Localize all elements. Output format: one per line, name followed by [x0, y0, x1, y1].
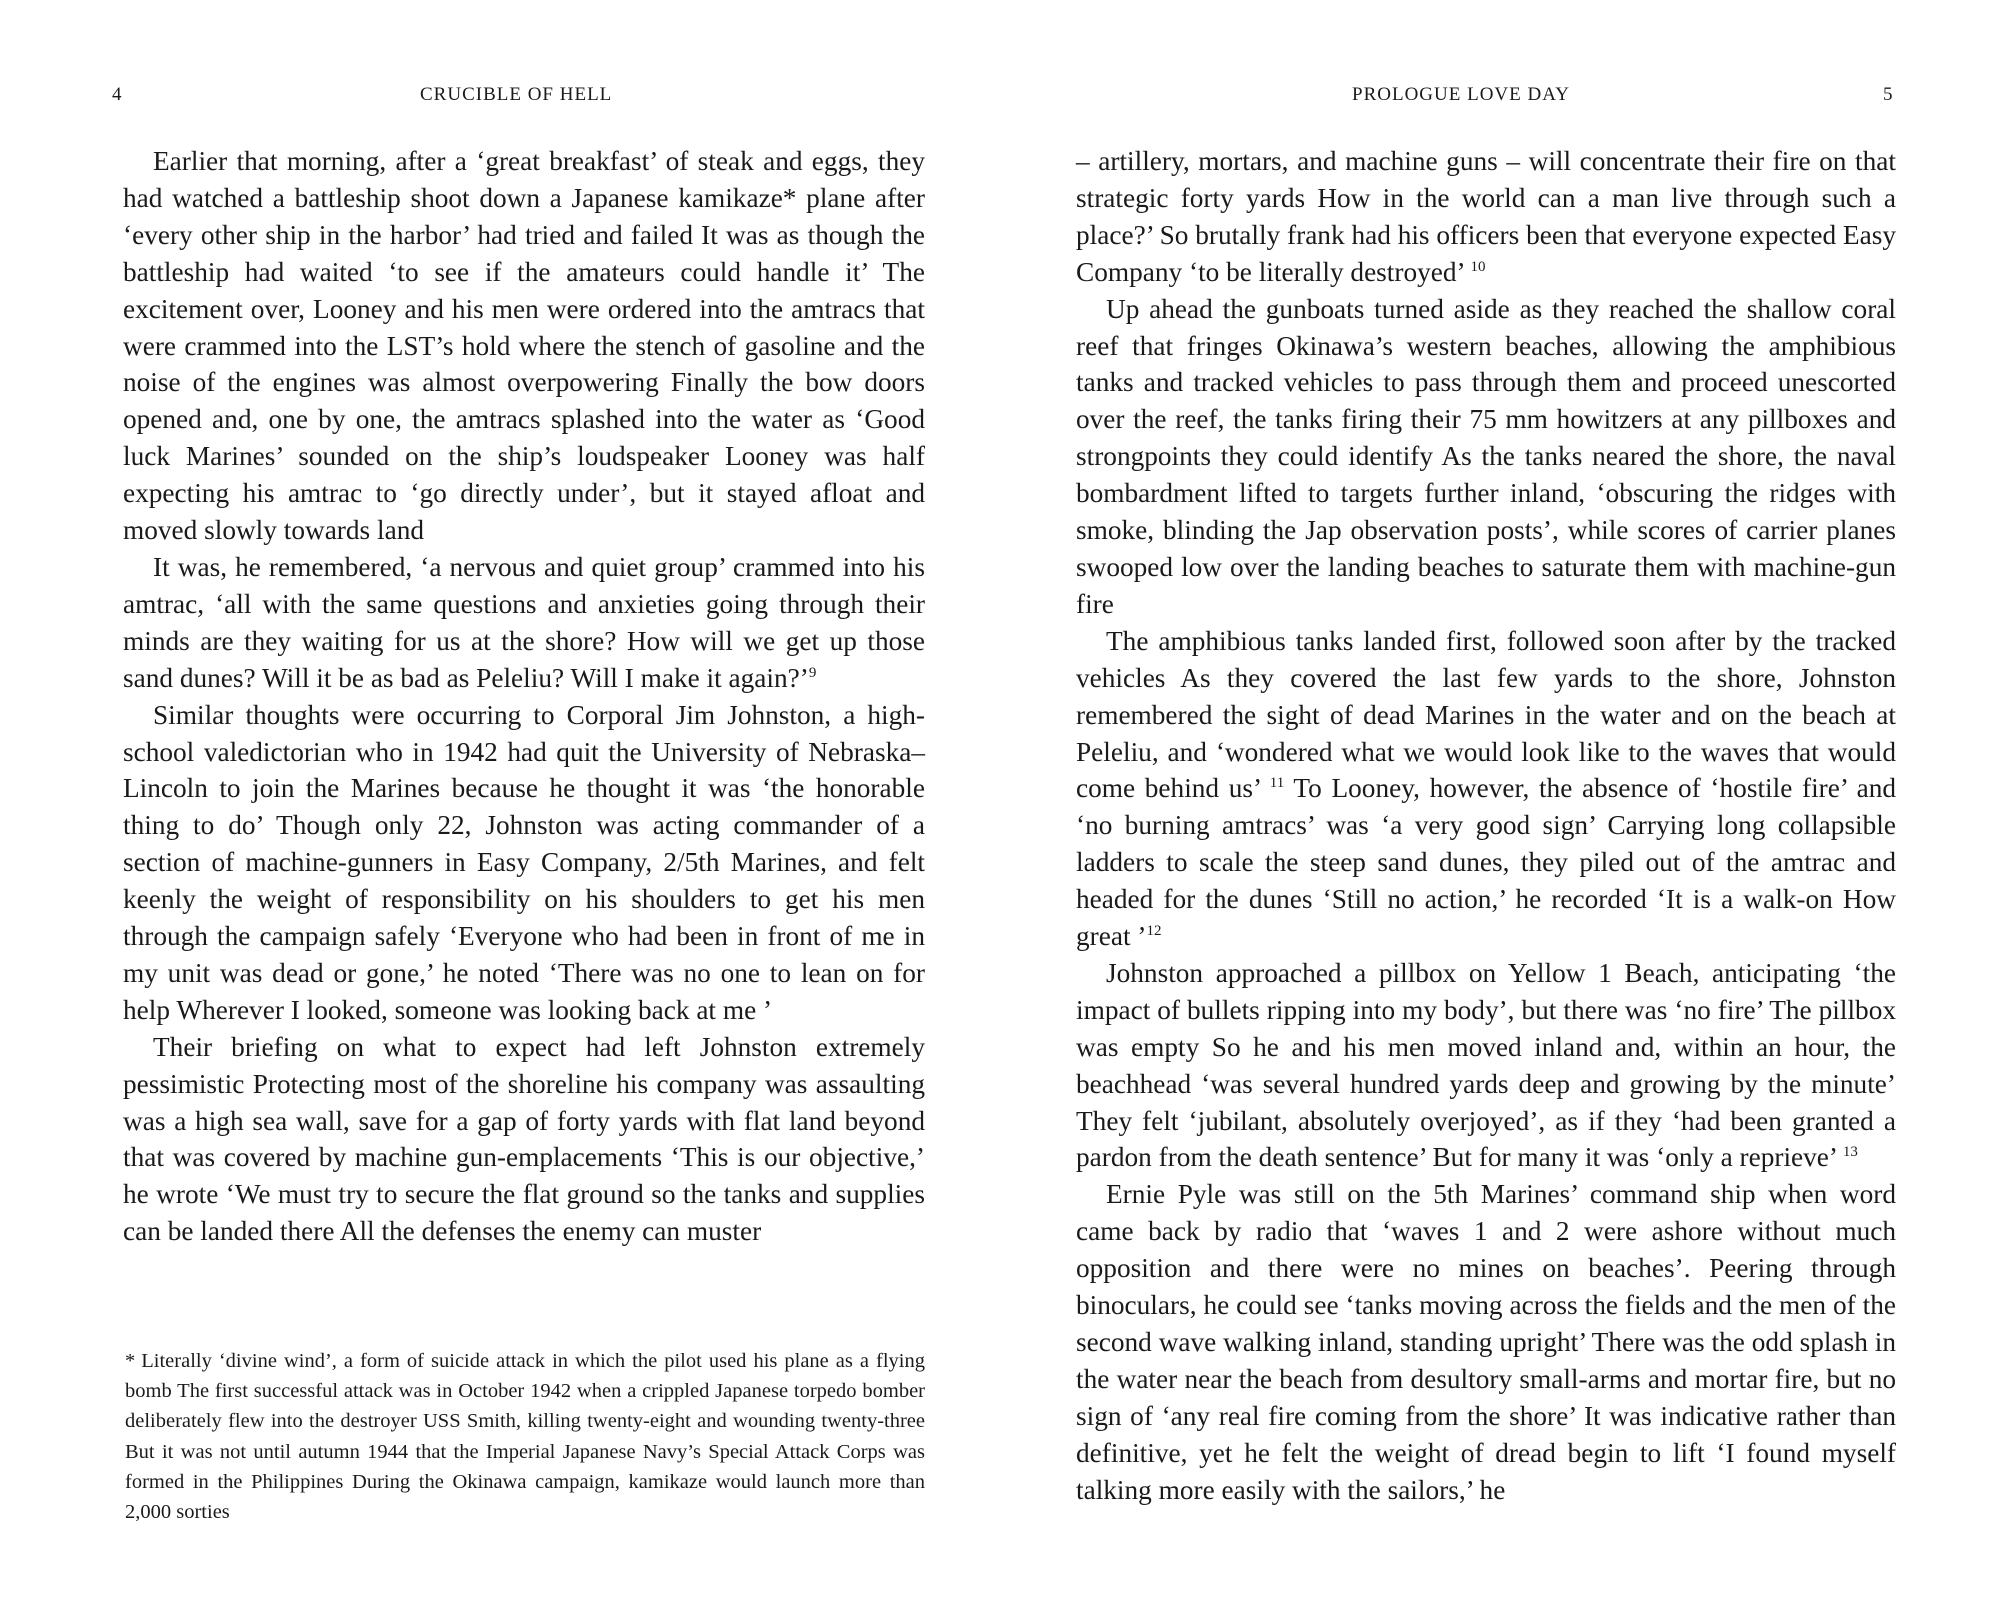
paragraph-text: To Looney, however, the absence of ‘hostile fire’ and ‘no burning amtracs’ was ‘a very good sign’ Carrying long collapsible ladders to scale the steep sand dunes, they piled out of the amtrac and headed for the dunes ‘Still no action,’ he recorded ‘It is a walk-on How great ’: [1076, 773, 1896, 952]
body-text: [1076, 143, 1896, 1509]
paragraph: [123, 549, 925, 697]
paragraph-text: The amphibious tanks landed first, followed soon after by the tracked vehicles As they covered the last few yards to the shore, Johnston remembered the sight of dead Marines in the water and on the beach at Peleliu, and ‘wondered what we would look like to the waves that would come behind us’: [1076, 625, 1896, 804]
footnote-paragraph: [125, 1346, 925, 1527]
page-number: 4: [112, 84, 122, 105]
paragraph-text: Earlier that morning, after a ‘great breakfast’ of steak and eggs, they had watched a battleship shoot down a Japanese kamikaze* plane after ‘every other ship in the harbor’ had tried and failed It was as though the battleship had waited ‘to see if the amateurs could handle it’ The excitement over, Looney and his men were ordered into the amtracs that were crammed into the LST’s hold where the stench of gasoline and the noise of the engines was almost overpowering Finally the bow doors opened and, one by one, the amtracs splashed into the water as ‘Good luck Marines’ sounded on the ship’s loudspeaker Looney was half expecting his amtrac to ‘go directly under’, but it stayed afloat and moved slowly towards land: [123, 146, 925, 546]
paragraph-text: Similar thoughts were occurring to Corporal Jim Johnston, a high-school valedictorian who in 1942 had quit the University of Nebraska–Lincoln to join the Marines because he thought it was ‘the honorable thing to do’ Though only 22, Johnston was acting commander of a section of machine-gunners in Easy Company, 2/5th Marines, and felt keenly the weight of responsibility on his shoulders to get his men through the campaign safely ‘Everyone who had been in front of me in my unit was dead or gone,’ he noted ‘There was no one to lean on for help Wherever I looked, someone was looking back at me ’: [123, 699, 925, 1025]
paragraph: [123, 143, 925, 549]
endnote-ref: 11: [1269, 775, 1285, 792]
paragraph: [1076, 1176, 1896, 1508]
right-page: [1000, 0, 2000, 1623]
paragraph-text: Johnston approached a pillbox on Yellow 1 Beach, anticipating ‘the impact of bullets ripping into my body’, but there was ‘no fire’ The pillbox was empty So he and his men moved inland and, within an hour, the beachhead ‘was several hundred yards deep and growing by the minute’ They felt ‘jubilant, absolutely overjoyed’, as if they ‘had been granted a pardon from the death sentence’ But for many it was ‘only a reprieve’: [1076, 957, 1896, 1173]
paragraph-text: Their briefing on what to expect had left Johnston extremely pessimistic Protecting most of the shoreline his company was assaulting was a high sea wall, save for a gap of forty yards with flat land beyond that was covered by machine gun-emplacements ‘This is our objective,’ he wrote ‘We must try to secure the flat ground so the tanks and supplies can be landed there All the defenses the enemy can muster: [123, 1031, 925, 1247]
paragraph-text: Up ahead the gunboats turned aside as they reached the shallow coral reef that fringes Okinawa’s western beaches, allowing the amphibious tanks and tracked vehicles to pass through them and proceed unescorted over the reef, the tanks firing their 75 mm howitzers at any pillboxes and strongpoints they could identify As the tanks neared the shore, the naval bombardment lifted to targets further inland, ‘obscuring the ridges with smoke, blinding the Jap observation posts’, while scores of carrier planes swooped low over the landing beaches to saturate them with machine-gun fire: [1076, 293, 1896, 619]
running-head: PROLOGUE LOVE DAY: [1352, 84, 1570, 105]
footnote-marker: *: [125, 1350, 136, 1372]
endnote-ref: 10: [1470, 258, 1486, 275]
paragraph: [1076, 955, 1896, 1176]
footnote-text: Literally ‘divine wind’, a form of suicide attack in which the pilot used his plane as a flying bomb The first successful attack was in October 1942 when a crippled Japanese torpedo bomber deliberately flew into the destroyer USS Smith, killing twenty-eight and wounding twenty-three But it was not until autumn 1944 that the Imperial Japanese Navy’s Special Attack Corps was formed in the Philippines During the Okinawa campaign, kamikaze would launch more than 2,000 sorties: [125, 1350, 925, 1524]
page-number: 5: [1883, 84, 1893, 105]
endnote-ref: 9: [808, 664, 817, 681]
paragraph-text: Ernie Pyle was still on the 5th Marines’ command ship when word came back by radio that ‘waves 1 and 2 were ashore without much opposition and there were no mines on beaches’. Peering through binoculars, he could see ‘tanks moving across the fields and the men of the second wave walking inland, standing upright’ There was the odd splash in the water near the beach from desultory small-arms and mortar fire, but no sign of ‘any real fire coming from the shore’ It was indicative rather than definitive, yet he felt the weight of dread begin to lift ‘I found myself talking more easily with the sailors,’ he: [1076, 1179, 1896, 1505]
paragraph-text: – artillery, mortars, and machine guns – will concentrate their fire on that strategic forty yards How in the world can a man live through such a place?’ So brutally frank had his officers been that everyone expected Easy Company ‘to be literally destroyed’: [1076, 146, 1896, 287]
paragraph-text: It was, he remembered, ‘a nervous and quiet group’ crammed into his amtrac, ‘all with the same questions and anxieties going through their minds are they waiting for us at the shore? How will we get up those sand dunes? Will it be as bad as Peleliu? Will I make it again?’: [123, 551, 925, 693]
endnote-ref: 13: [1842, 1144, 1858, 1161]
paragraph: [1076, 623, 1896, 955]
running-head: CRUCIBLE OF HELL: [420, 84, 613, 105]
paragraph: [1076, 143, 1896, 291]
footnote: [125, 1346, 925, 1527]
paragraph: [123, 1029, 925, 1250]
endnote-ref: 12: [1146, 922, 1162, 939]
body-text: [123, 143, 925, 1250]
paragraph: [1076, 291, 1896, 623]
paragraph: [123, 697, 925, 1029]
